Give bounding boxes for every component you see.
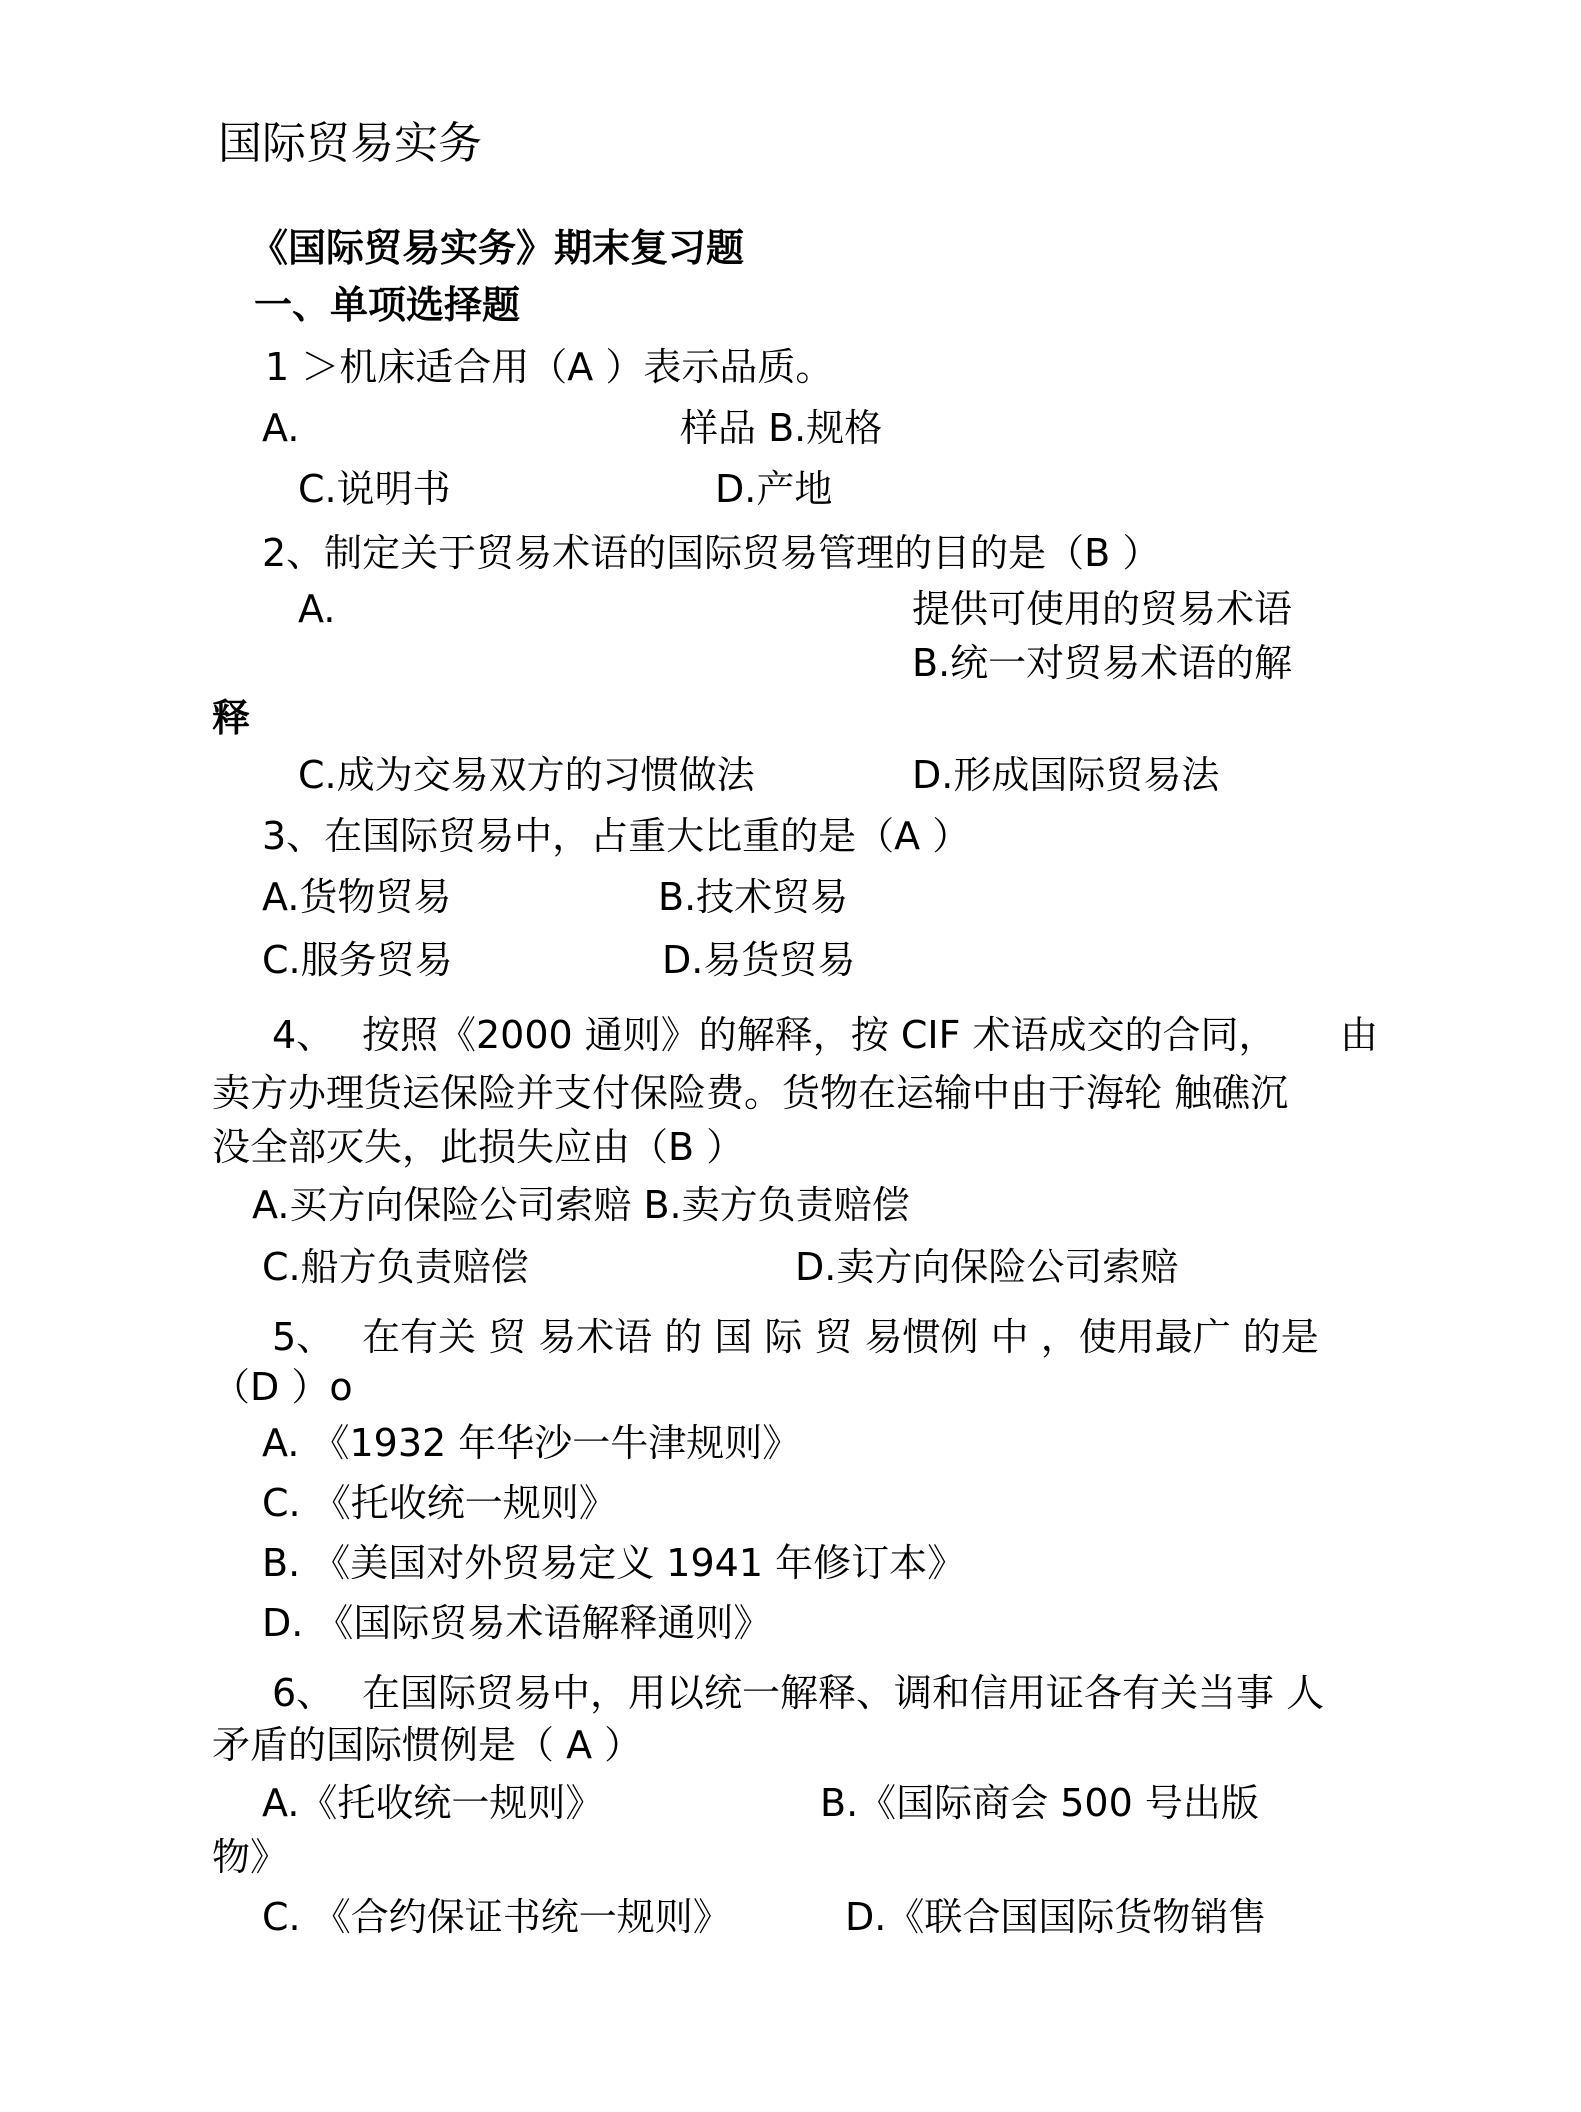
q2-option-b-continued: 释	[212, 696, 251, 740]
q1-option-c: C.说明书	[298, 467, 451, 511]
q5-line-1: 在有关 贸 易术语 的 国 际 贸 易惯例 中 ，使用最广 的是	[362, 1315, 1319, 1359]
q4-line-3: 没全部灭失，此损失应由（B ）	[212, 1125, 745, 1169]
q3-option-c: C.服务贸易	[262, 938, 453, 982]
q5-option-a: A. 《1932 年华沙一牛津规则》	[262, 1421, 801, 1465]
q3-stem: 3、在国际贸易中，占重大比重的是（A ）	[262, 814, 971, 858]
q3-option-d: D.易货贸易	[662, 938, 856, 982]
q5-line-2: （D ）o	[212, 1365, 353, 1409]
q6-option-c: C. 《合约保证书统一规则》	[262, 1895, 731, 1939]
q4-line-1: 按照《2000 通则》的解释，按 CIF 术语成交的合同，	[362, 1013, 1277, 1057]
q2-option-c: C.成为交易双方的习惯做法	[298, 753, 755, 797]
q6-option-b: B.《国际商会 500 号出版	[820, 1781, 1259, 1825]
q1-option-a-b: 样品 B.规格	[680, 406, 883, 450]
q5-option-b: B. 《美国对外贸易定义 1941 年修订本》	[262, 1541, 966, 1585]
q4-number: 4、	[272, 1013, 335, 1057]
q4-option-c: C.船方负责赔偿	[262, 1245, 529, 1289]
q2-option-d: D.形成国际贸易法	[912, 753, 1220, 797]
q1-stem: 1 ＞机床适合用（A ）表示品质。	[265, 345, 834, 389]
q4-line-2: 卖方办理货运保险并支付保险费。货物在运输中由于海轮 触礁沉	[212, 1071, 1289, 1115]
q1-option-d: D.产地	[715, 467, 833, 511]
q6-line-1: 在国际贸易中，用以统一解释、调和信用证各有关当事 人	[362, 1671, 1325, 1715]
q1-option-a-label: A.	[262, 406, 300, 450]
q3-option-a: A.货物贸易	[262, 875, 452, 919]
q2-option-a-label: A.	[298, 587, 336, 631]
q6-number: 6、	[272, 1671, 335, 1715]
q5-option-d: D. 《国际贸易术语解释通则》	[262, 1601, 772, 1645]
q2-stem: 2、制定关于贸易术语的国际贸易管理的目的是（B ）	[262, 531, 1161, 575]
q6-option-b-continued: 物》	[212, 1835, 289, 1879]
q4-option-d: D.卖方向保险公司索赔	[795, 1245, 1179, 1289]
q4-line-1-end: 由	[1340, 1013, 1379, 1057]
q6-line-2: 矛盾的国际惯例是（ A ）	[212, 1723, 643, 1767]
q5-number: 5、	[272, 1315, 335, 1359]
document-title: 《国际贸易实务》期末复习题	[250, 226, 745, 270]
q2-option-a-text: 提供可使用的贸易术语	[912, 587, 1293, 631]
page-header: 国际贸易实务	[218, 118, 482, 169]
q3-option-b: B.技术贸易	[658, 875, 849, 919]
q6-option-d: D.《联合国国际货物销售	[845, 1895, 1267, 1939]
q2-option-b: B.统一对贸易术语的解	[912, 641, 1293, 685]
q4-option-a-b: A.买方向保险公司索赔 B.卖方负责赔偿	[252, 1183, 910, 1227]
q5-option-c: C. 《托收统一规则》	[262, 1481, 617, 1525]
section-heading: 一、单项选择题	[254, 283, 521, 327]
q6-option-a: A.《托收统一规则》	[262, 1781, 604, 1825]
